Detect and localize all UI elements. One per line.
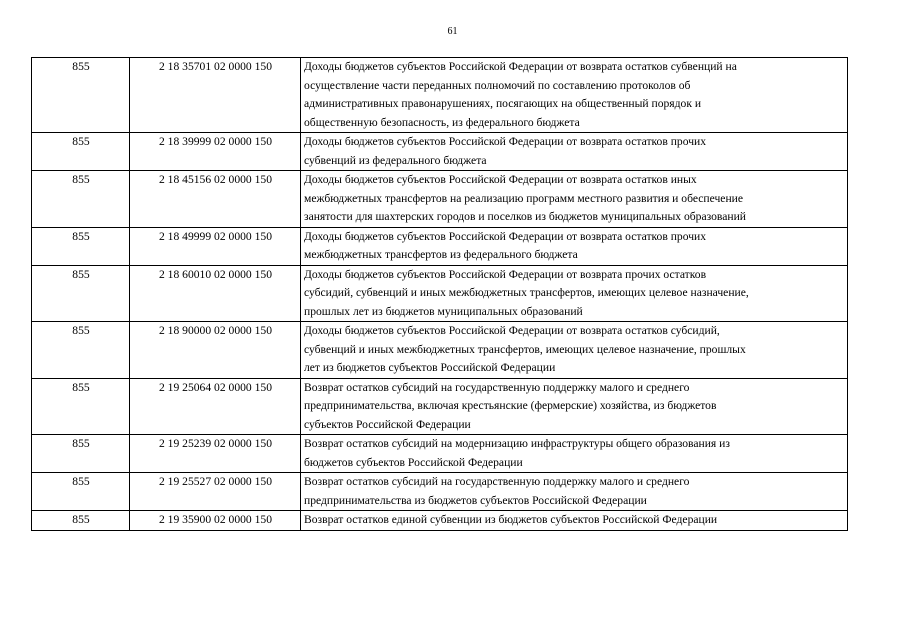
- budget-code-cell: 2 18 90000 02 0000 150: [130, 322, 301, 379]
- budget-code-cell: 2 18 39999 02 0000 150: [130, 133, 301, 171]
- income-name-line: Возврат остатков единой субвенции из бюджетов субъектов Российской Федерации: [304, 513, 718, 526]
- income-name-line: Возврат остатков субсидий на государственную поддержку малого и среднего: [304, 475, 690, 488]
- table-row: [32, 227, 848, 265]
- income-name-cell: [301, 58, 848, 133]
- income-name-line: общественную безопасность, из федерального бюджета: [304, 115, 580, 129]
- budget-code-cell: 2 18 45156 02 0000 150: [130, 171, 301, 228]
- income-name-line: субсидий, субвенций и иных межбюджетных трансфертов, имеющих целевое назначение,: [304, 286, 749, 299]
- income-name-line: осуществление части переданных полномочий по составлению протоколов об: [304, 78, 691, 92]
- table-row: [32, 133, 848, 171]
- table-row: [32, 473, 848, 511]
- budget-code-cell: 2 19 25064 02 0000 150: [130, 378, 301, 435]
- income-name-line: межбюджетных трансфертов из федерального бюджета: [304, 248, 578, 261]
- income-name-line: Доходы бюджетов субъектов Российской Федерации от возврата прочих остатков: [304, 267, 707, 281]
- budget-code-cell: 2 18 35701 02 0000 150: [130, 58, 301, 133]
- table-row: [32, 511, 848, 531]
- income-name-cell: [301, 378, 848, 435]
- budget-code-cell: 2 19 35900 02 0000 150: [130, 511, 301, 531]
- admin-code-cell: 855: [32, 473, 130, 511]
- income-name-line: лет из бюджетов субъектов Российской Федерации: [304, 361, 556, 374]
- income-name-cell: [301, 171, 848, 228]
- income-name-cell: [301, 322, 848, 379]
- table-row: [32, 58, 848, 133]
- admin-code-cell: 855: [32, 58, 130, 133]
- income-name-line: субвенций и иных межбюджетных трансфертов, имеющих целевое назначение, прошлых: [304, 342, 746, 356]
- budget-code-cell: 2 18 49999 02 0000 150: [130, 227, 301, 265]
- income-name-line: межбюджетных трансфертов на реализацию программ местного развития и обеспечение: [304, 191, 743, 205]
- income-name-line: субъектов Российской Федерации: [304, 417, 471, 431]
- income-name-line: субвенций из федерального бюджета: [304, 153, 487, 167]
- table-row: [32, 265, 848, 322]
- income-name-line: бюджетов субъектов Российской Федерации: [304, 455, 523, 469]
- admin-code-cell: 855: [32, 265, 130, 322]
- income-name-line: занятости для шахтерских городов и поселков из бюджетов муниципальных образований: [304, 210, 747, 223]
- income-name-line: Доходы бюджетов субъектов Российской Федерации от возврата остатков иных: [304, 173, 697, 186]
- income-name-cell: [301, 227, 848, 265]
- admin-code-cell: 855: [32, 511, 130, 531]
- table-row: [32, 171, 848, 228]
- income-name-line: Доходы бюджетов субъектов Российской Федерации от возврата остатков субсидий,: [304, 324, 720, 337]
- admin-code-cell: 855: [32, 133, 130, 171]
- table-body: [32, 58, 848, 531]
- income-name-line: Доходы бюджетов субъектов Российской Федерации от возврата остатков прочих: [304, 229, 707, 243]
- income-name-line: Доходы бюджетов субъектов Российской Федерации от возврата остатков прочих: [304, 135, 707, 148]
- table-row: [32, 378, 848, 435]
- income-name-line: предпринимательства из бюджетов субъектов Российской Федерации: [304, 493, 647, 507]
- admin-code-cell: 855: [32, 227, 130, 265]
- income-name-cell: [301, 133, 848, 171]
- admin-code-cell: 855: [32, 435, 130, 473]
- budget-codes-table: [31, 57, 848, 531]
- table-row: [32, 322, 848, 379]
- admin-code-cell: 855: [32, 322, 130, 379]
- admin-code-cell: 855: [32, 171, 130, 228]
- income-name-cell: [301, 265, 848, 322]
- budget-code-cell: 2 18 60010 02 0000 150: [130, 265, 301, 322]
- income-name-line: Возврат остатков субсидий на модернизацию инфраструктуры общего образования из: [304, 437, 730, 450]
- income-name-line: административных правонарушениях, посягающих на общественный порядок и: [304, 97, 702, 110]
- income-name-cell: [301, 511, 848, 531]
- income-name-line: прошлых лет из бюджетов муниципальных образований: [304, 304, 583, 318]
- table-row: [32, 435, 848, 473]
- admin-code-cell: 855: [32, 378, 130, 435]
- budget-code-cell: 2 19 25239 02 0000 150: [130, 435, 301, 473]
- income-name-line: Доходы бюджетов субъектов Российской Федерации от возврата остатков субвенций на: [304, 60, 737, 73]
- budget-code-cell: 2 19 25527 02 0000 150: [130, 473, 301, 511]
- income-name-cell: [301, 473, 848, 511]
- income-name-cell: [301, 435, 848, 473]
- page-number: 61: [447, 26, 458, 37]
- income-name-line: предпринимательства, включая крестьянские (фермерские) хозяйства, из бюджетов: [304, 399, 717, 412]
- income-name-line: Возврат остатков субсидий на государственную поддержку малого и среднего: [304, 380, 690, 394]
